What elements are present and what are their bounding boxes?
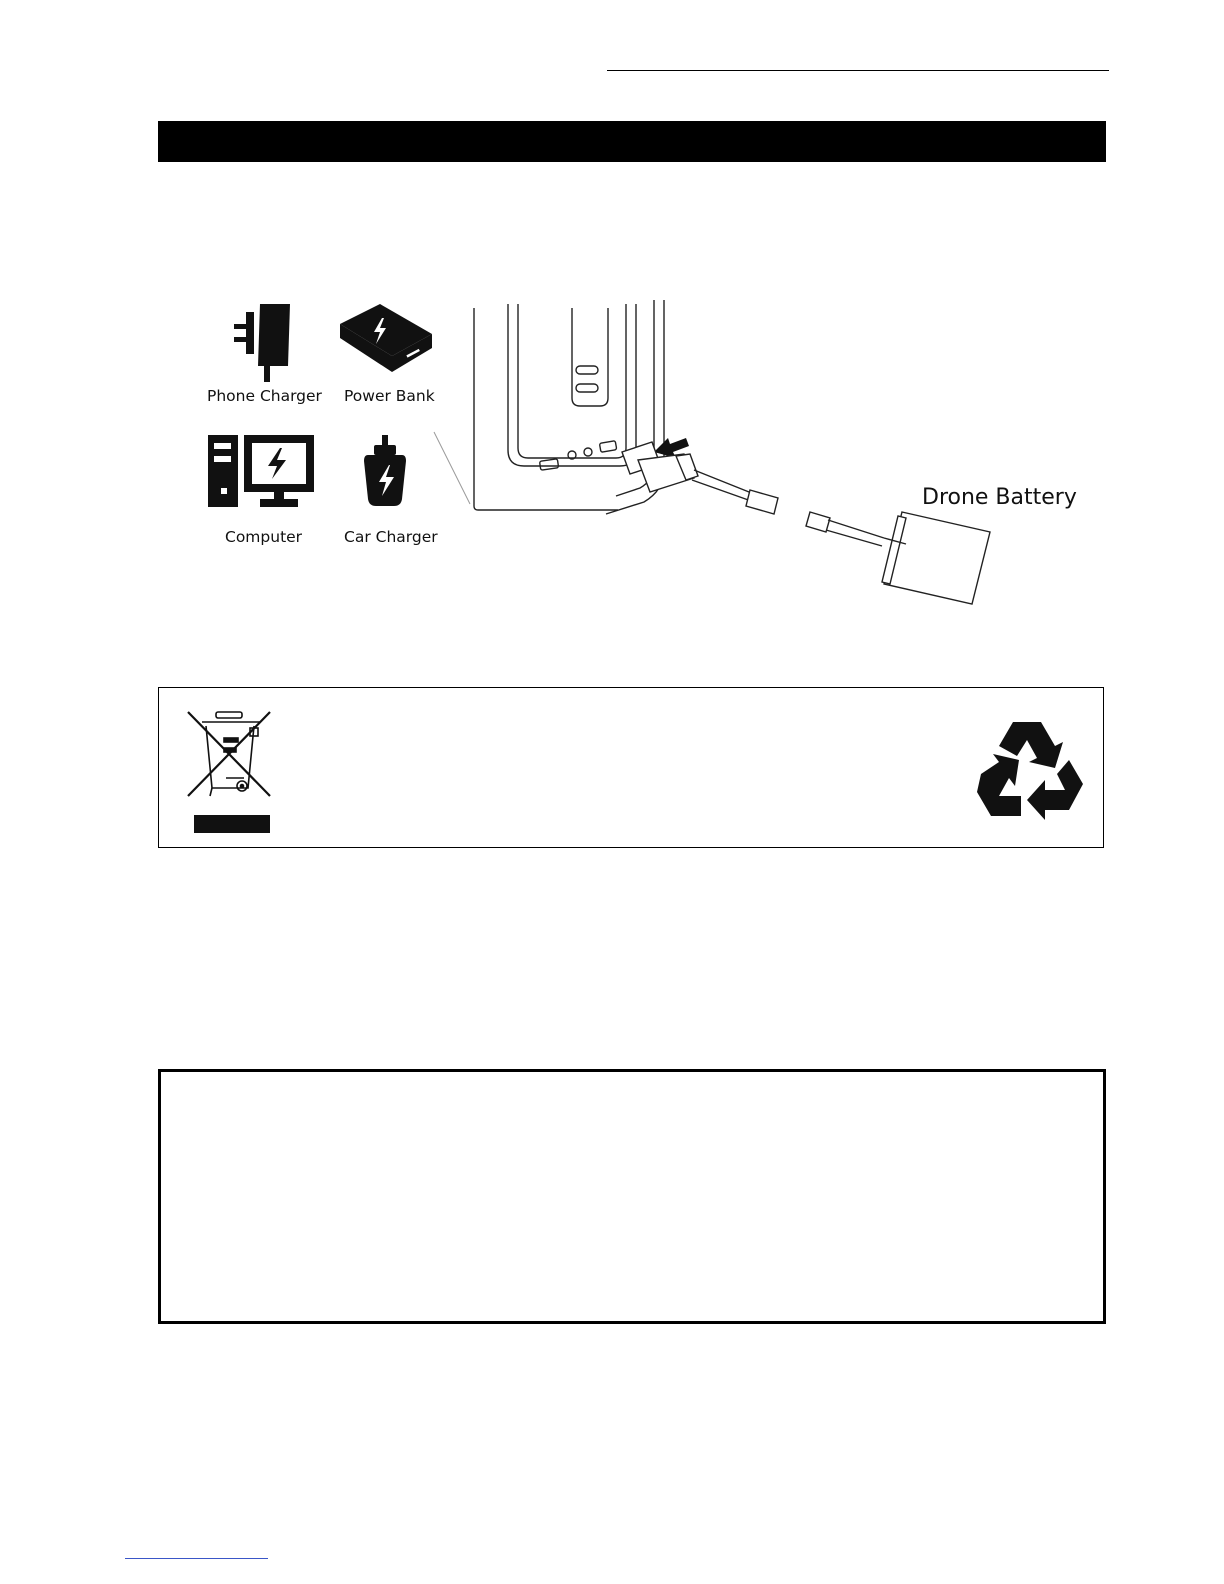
- hub-device: [434, 300, 664, 514]
- section-title-bar: [158, 121, 1106, 162]
- source-label-phone-charger: Phone Charger: [207, 387, 322, 405]
- source-label-power-bank: Power Bank: [344, 387, 435, 405]
- computer-icon: [208, 435, 314, 507]
- disposal-info-box: [158, 687, 1104, 848]
- source-label-car-charger: Car Charger: [344, 528, 438, 546]
- header-rule: [607, 70, 1109, 71]
- drone-battery-label: Drone Battery: [922, 485, 1077, 510]
- usb-cable: [622, 442, 884, 546]
- power-bank-icon: [340, 304, 432, 372]
- car-charger-icon: [364, 435, 406, 506]
- recycle-icon: [973, 714, 1089, 826]
- warning-box: [158, 1069, 1106, 1324]
- source-label-computer: Computer: [225, 528, 303, 546]
- crossed-out-bin-icon: [184, 708, 274, 838]
- phone-charger-icon: [234, 304, 290, 382]
- charging-illustration: [160, 290, 1100, 670]
- drone-battery-illustration: [882, 512, 990, 604]
- footer-link-underline[interactable]: [125, 1558, 268, 1559]
